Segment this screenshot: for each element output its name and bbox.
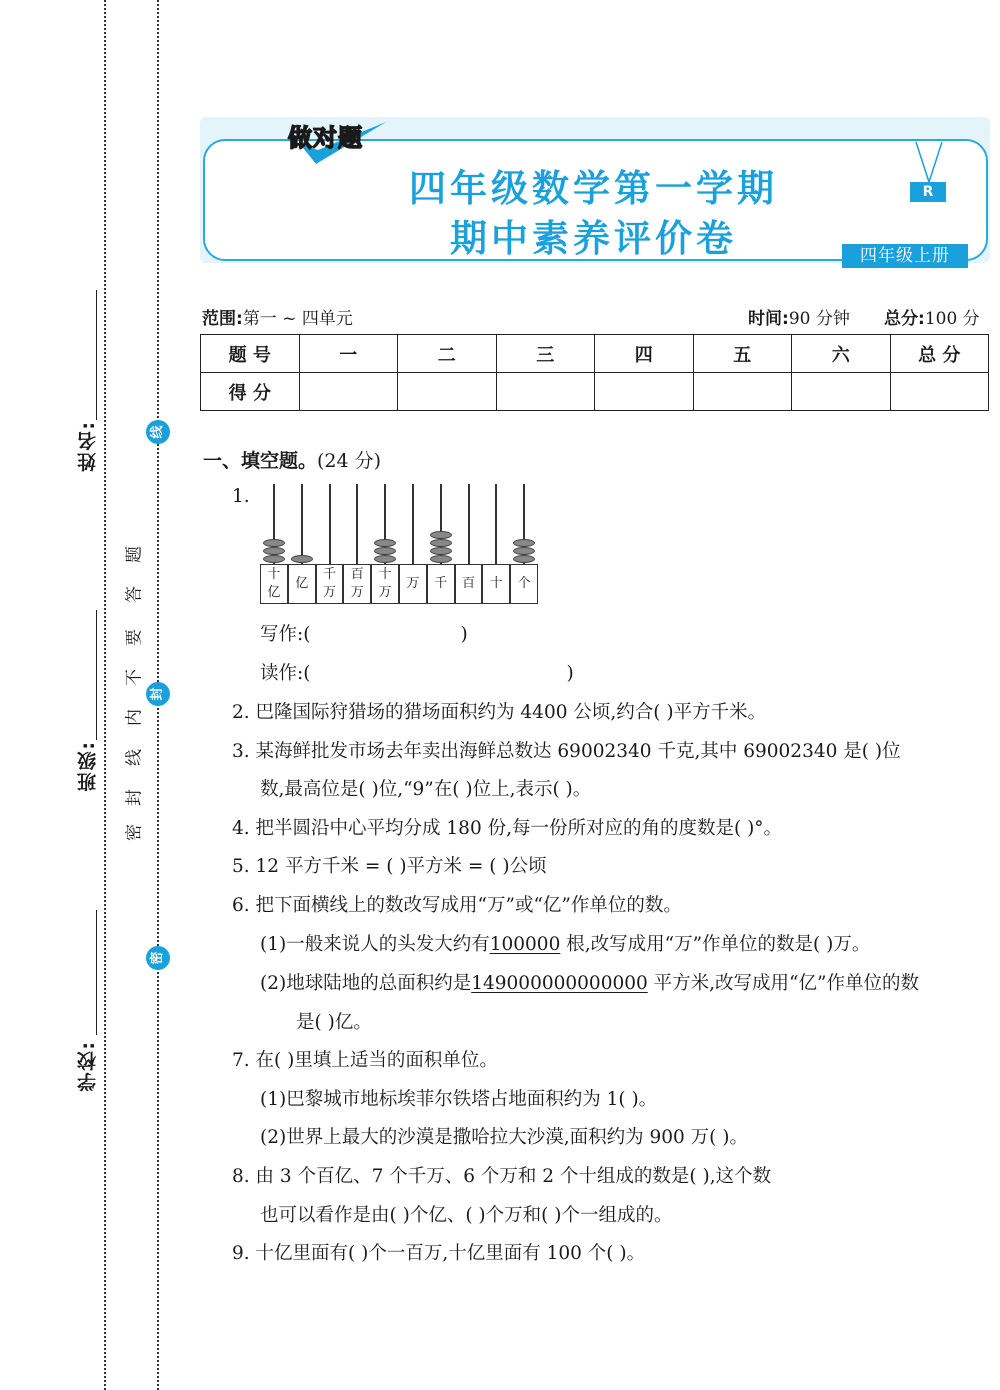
abacus-place-label: 十: [482, 564, 510, 604]
question-7-part-2[interactable]: (2)世界上最大的沙漠是撒哈拉大沙漠,面积约为 900 万( )。: [260, 1127, 748, 1148]
question-6-part-1[interactable]: [260, 933, 870, 957]
q6-1-prefix: (1)一般来说人的头发大约有: [260, 934, 490, 955]
seal-char: 要: [124, 629, 145, 646]
table-cell: 三: [496, 335, 595, 373]
read-label: 读作:(: [260, 663, 311, 684]
question-8-line-1[interactable]: 8. 由 3 个百亿、7 个千万、6 个万和 2 个十组成的数是( ),这个数: [232, 1166, 772, 1187]
question-1-number: 1.: [232, 486, 250, 507]
time-label: 时间:: [748, 309, 789, 329]
abacus-bead: [430, 531, 452, 539]
abacus-bead: [430, 555, 452, 563]
abacus-bead: [513, 555, 535, 563]
question-6-part-2[interactable]: [260, 972, 919, 996]
section-title-text: 一、填空题。: [203, 450, 318, 472]
q6-2-number: 149000000000000: [471, 973, 648, 994]
seal-char: 密: [124, 824, 145, 841]
q6-1-number: 100000: [489, 934, 561, 955]
score-input-cell[interactable]: [693, 373, 792, 411]
abacus-place-label: 千 万: [316, 564, 344, 604]
score-input-cell[interactable]: [299, 373, 398, 411]
abacus-bead: [374, 539, 396, 547]
abacus-rod: [495, 484, 497, 564]
abacus-place-label: 百: [455, 564, 483, 604]
q6-2-suffix: 平方米,改写成用“亿”作单位的数: [647, 973, 919, 994]
binding-line-outer: [104, 0, 106, 1390]
time-value: 90 分钟: [788, 309, 850, 329]
edition-badge: R: [910, 182, 946, 202]
question-1-read[interactable]: 读作:( ): [260, 663, 574, 684]
question-4[interactable]: 4. 把半圆沿中心平均分成 180 份,每一份所对应的角的度数是( )°。: [232, 818, 783, 839]
question-6: 6. 把下面横线上的数改写成用“万”或“亿”作单位的数。: [232, 895, 682, 916]
grade-tag: 四年级上册: [842, 244, 968, 268]
range-info: [202, 304, 353, 329]
abacus-place-label: 百 万: [343, 564, 371, 604]
q6-1-suffix: 根,改写成用“万”作单位的数是( )万。: [560, 934, 871, 955]
section-points: (24 分): [317, 450, 382, 472]
question-2[interactable]: 2. 巴隆国际狩猎场的猎场面积约为 4400 公顷,约合( )平方千米。: [232, 702, 767, 723]
table-cell: 六: [792, 335, 891, 373]
abacus-place-label: 个: [510, 564, 538, 604]
abacus-place-label: 十 万: [371, 564, 399, 604]
question-3-line-1[interactable]: 3. 某海鲜批发市场去年卖出海鲜总数达 69002340 千克,其中 69002340 是( )位: [232, 741, 901, 762]
abacus-place-label: 万: [399, 564, 427, 604]
time-info: [748, 304, 850, 329]
seal-bubble-seal: 封: [146, 682, 170, 706]
question-6-part-2-cont[interactable]: 是( )亿。: [296, 1012, 372, 1033]
school-label: 学校:: [77, 1040, 99, 1092]
table-cell: 题 号: [201, 335, 300, 373]
score-input-cell[interactable]: [398, 373, 497, 411]
brand-logo: 做对题: [288, 124, 363, 152]
score-input-cell[interactable]: [595, 373, 694, 411]
question-3-line-2[interactable]: 数,最高位是( )位,“9”在( )位上,表示( )。: [260, 779, 592, 800]
question-5[interactable]: 5. 12 平方千米 = ( )平方米 = ( )公顷: [232, 856, 547, 877]
abacus-rod: [356, 484, 358, 564]
table-cell: 总 分: [890, 335, 989, 373]
question-1-write[interactable]: 写作:( ): [260, 624, 468, 645]
score-input-cell[interactable]: [890, 373, 989, 411]
section-title: [203, 446, 381, 473]
class-label: 班级:: [77, 740, 99, 792]
seal-bubble-line: 线: [146, 420, 170, 444]
seal-char: 线: [124, 749, 145, 766]
seal-char: 内: [124, 709, 145, 726]
table-cell: 四: [595, 335, 694, 373]
write-label: 写作:(: [260, 624, 311, 645]
seal-char: 答: [124, 586, 145, 603]
abacus-bead: [263, 539, 285, 547]
total-info: [884, 304, 980, 329]
score-table: [200, 334, 989, 411]
name-underline: [96, 290, 97, 420]
abacus-rod: [468, 484, 470, 564]
name-label: 姓名:: [77, 420, 99, 472]
total-label: 总分:: [884, 309, 925, 329]
abacus-rod: [329, 484, 331, 564]
abacus-bead: [263, 547, 285, 555]
abacus-bead: [430, 547, 452, 555]
class-underline: [96, 610, 97, 740]
question-7: 7. 在( )里填上适当的面积单位。: [232, 1050, 498, 1071]
score-table-header-row: [201, 335, 989, 373]
table-cell: 一: [299, 335, 398, 373]
table-cell: 二: [398, 335, 497, 373]
total-value: 100 分: [924, 309, 980, 329]
range-value: 第一 ~ 四单元: [242, 309, 353, 329]
abacus-bead: [374, 547, 396, 555]
question-7-part-1[interactable]: (1)巴黎城市地标埃菲尔铁塔占地面积约为 1( )。: [260, 1089, 658, 1110]
abacus-bead: [513, 547, 535, 555]
range-label: 范围:: [202, 309, 243, 329]
seal-char: 封: [124, 789, 145, 806]
abacus-bead: [430, 539, 452, 547]
abacus-bead: [374, 555, 396, 563]
abacus-rod: [412, 484, 414, 564]
question-9[interactable]: 9. 十亿里面有( )个一百万,十亿里面有 100 个( )。: [232, 1243, 646, 1264]
seal-char: 不: [124, 669, 145, 686]
score-input-cell[interactable]: [496, 373, 595, 411]
school-underline: [96, 910, 97, 1035]
table-cell: 得 分: [201, 373, 300, 411]
badge-ribbon-icon: [912, 142, 946, 184]
q6-2-prefix: (2)地球陆地的总面积约是: [260, 973, 472, 994]
question-8-line-2[interactable]: 也可以看作是由( )个亿、( )个万和( )个一组成的。: [260, 1205, 673, 1226]
abacus-place-label: 十 亿: [260, 564, 288, 604]
abacus-bead: [291, 555, 313, 563]
title-line-1: 四年级数学第一学期: [409, 167, 778, 210]
seal-char: 题: [124, 546, 145, 563]
abacus-rod: [301, 484, 303, 564]
abacus-place-label: 亿: [288, 564, 316, 604]
abacus-bead: [263, 555, 285, 563]
title-line-2: 期中素养评价卷: [450, 217, 737, 260]
score-table-score-row: [201, 373, 989, 411]
table-cell: 五: [693, 335, 792, 373]
seal-bubble-secret: 密: [146, 946, 170, 970]
abacus-place-label: 千: [427, 564, 455, 604]
score-input-cell[interactable]: [792, 373, 891, 411]
abacus-bead: [513, 539, 535, 547]
